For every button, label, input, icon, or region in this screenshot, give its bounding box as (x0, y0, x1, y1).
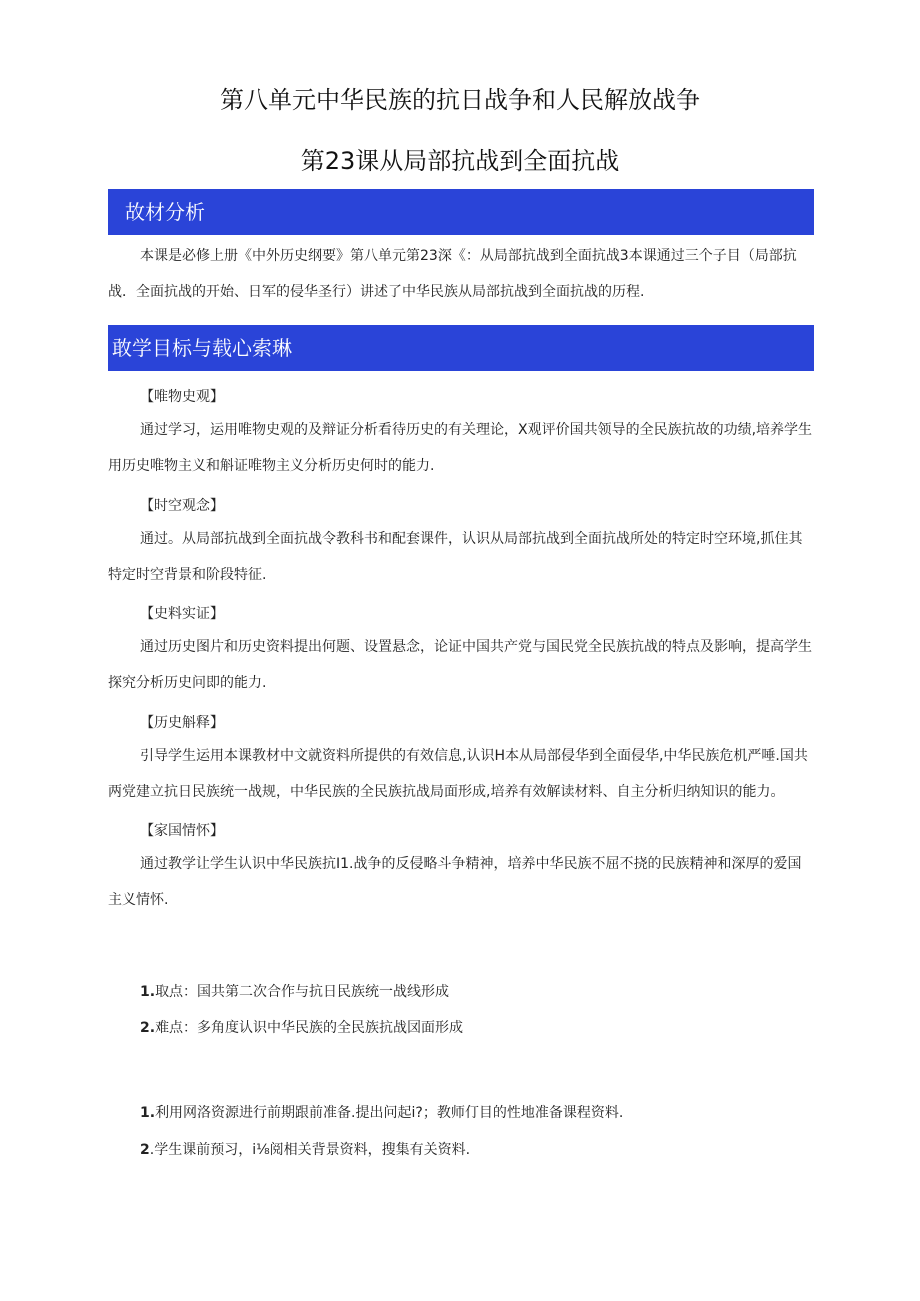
list-text: 难点：多角度认识中华民族的全民族抗战㘝面形成 (155, 1020, 464, 1036)
goal-text-evidence: 通过历史图片和历史资料提出何题、设置悬念，论证中国共产党与国民党全民族抗战的特点及影响，提高学生探究分析历史问即的能力. (108, 639, 812, 691)
preparation-item (140, 1139, 470, 1159)
banner-label: 敢学目标与载心索琳 (112, 336, 292, 360)
list-number: 1. (140, 984, 156, 1000)
lesson-title: 第23课从局部抗战到全面抗战 (300, 147, 620, 175)
goal-heading-space-time: 【时空观念】 (140, 498, 224, 514)
list-text: .学生课前预习，i⅛阅相关背景资料，搜集有关资料. (149, 1142, 471, 1158)
goal-text-materialism: 通过学习，运用唯物史观的及辩证分析看待历史的有关理论，X观评价国共领导的全民族抗故的功绩,培养学生用历史唯物主义和斛证唯物主义分析历史何时的能力. (108, 422, 813, 474)
list-text: 取点：国共第二次合作与抗日民族统一战线形成 (155, 984, 450, 1000)
goal-heading-patriotism: 【家国情怀】 (140, 823, 224, 839)
goal-heading-interpretation: 【历史斛释】 (140, 715, 224, 731)
list-number: 2. (140, 1020, 156, 1036)
banner-label: 故材分析 (125, 200, 205, 224)
list-number: 1. (140, 1105, 156, 1121)
section-banner-material-analysis (108, 189, 814, 235)
section-banner-goals (108, 325, 814, 371)
key-point-item (140, 1017, 463, 1037)
key-point-item (140, 981, 449, 1001)
goal-heading-evidence: 【史料实证】 (140, 606, 224, 622)
goal-text-space-time: 通过。从局部抗战到全面抗战令教科书和配套课件，认识从局部抗战到全面抗战所处的特定时空环境,抓住其特定时空背景和阶段特征. (108, 531, 803, 583)
material-analysis-paragraph: 本课是必修上册《中外历史纲要》第八单元第23深《：从局部抗战到全面抗战3本课通过三个子目（局部抗战．全面抗战的开始、日军的侵华圣行）讲述了中华民族从局部抗战到全面抗战的历程. (108, 248, 797, 300)
goal-text-patriotism: 通过教学让学生认识中华民族抗I1.战争的反侵略斗争精神，培养中华民族不屈不挠的民族精神和深厚的爱国主义情怀. (108, 856, 802, 908)
list-number: 2 (140, 1142, 150, 1158)
goal-text-interpretation: 引导学生运用本课教材中文就资料所提供的有效信息,认识H本从局部侵华到全面侵华,中华民族危机严唾.国共两党建立抗日民族统一战规，中华民族的全民族抗战局面形成,培养有效解读材料、自主分析归纳知识的能力。 (108, 748, 808, 800)
list-text: 利用网洛资源进行前期跟前准备.提出问起i?；教师仃目的性地准备课程资料. (155, 1105, 624, 1121)
goal-heading-materialism: 【唯物史观】 (140, 389, 224, 405)
unit-title: 第八单元中华民族的抗日战争和人民解放战争 (220, 86, 700, 114)
preparation-item (140, 1102, 623, 1122)
